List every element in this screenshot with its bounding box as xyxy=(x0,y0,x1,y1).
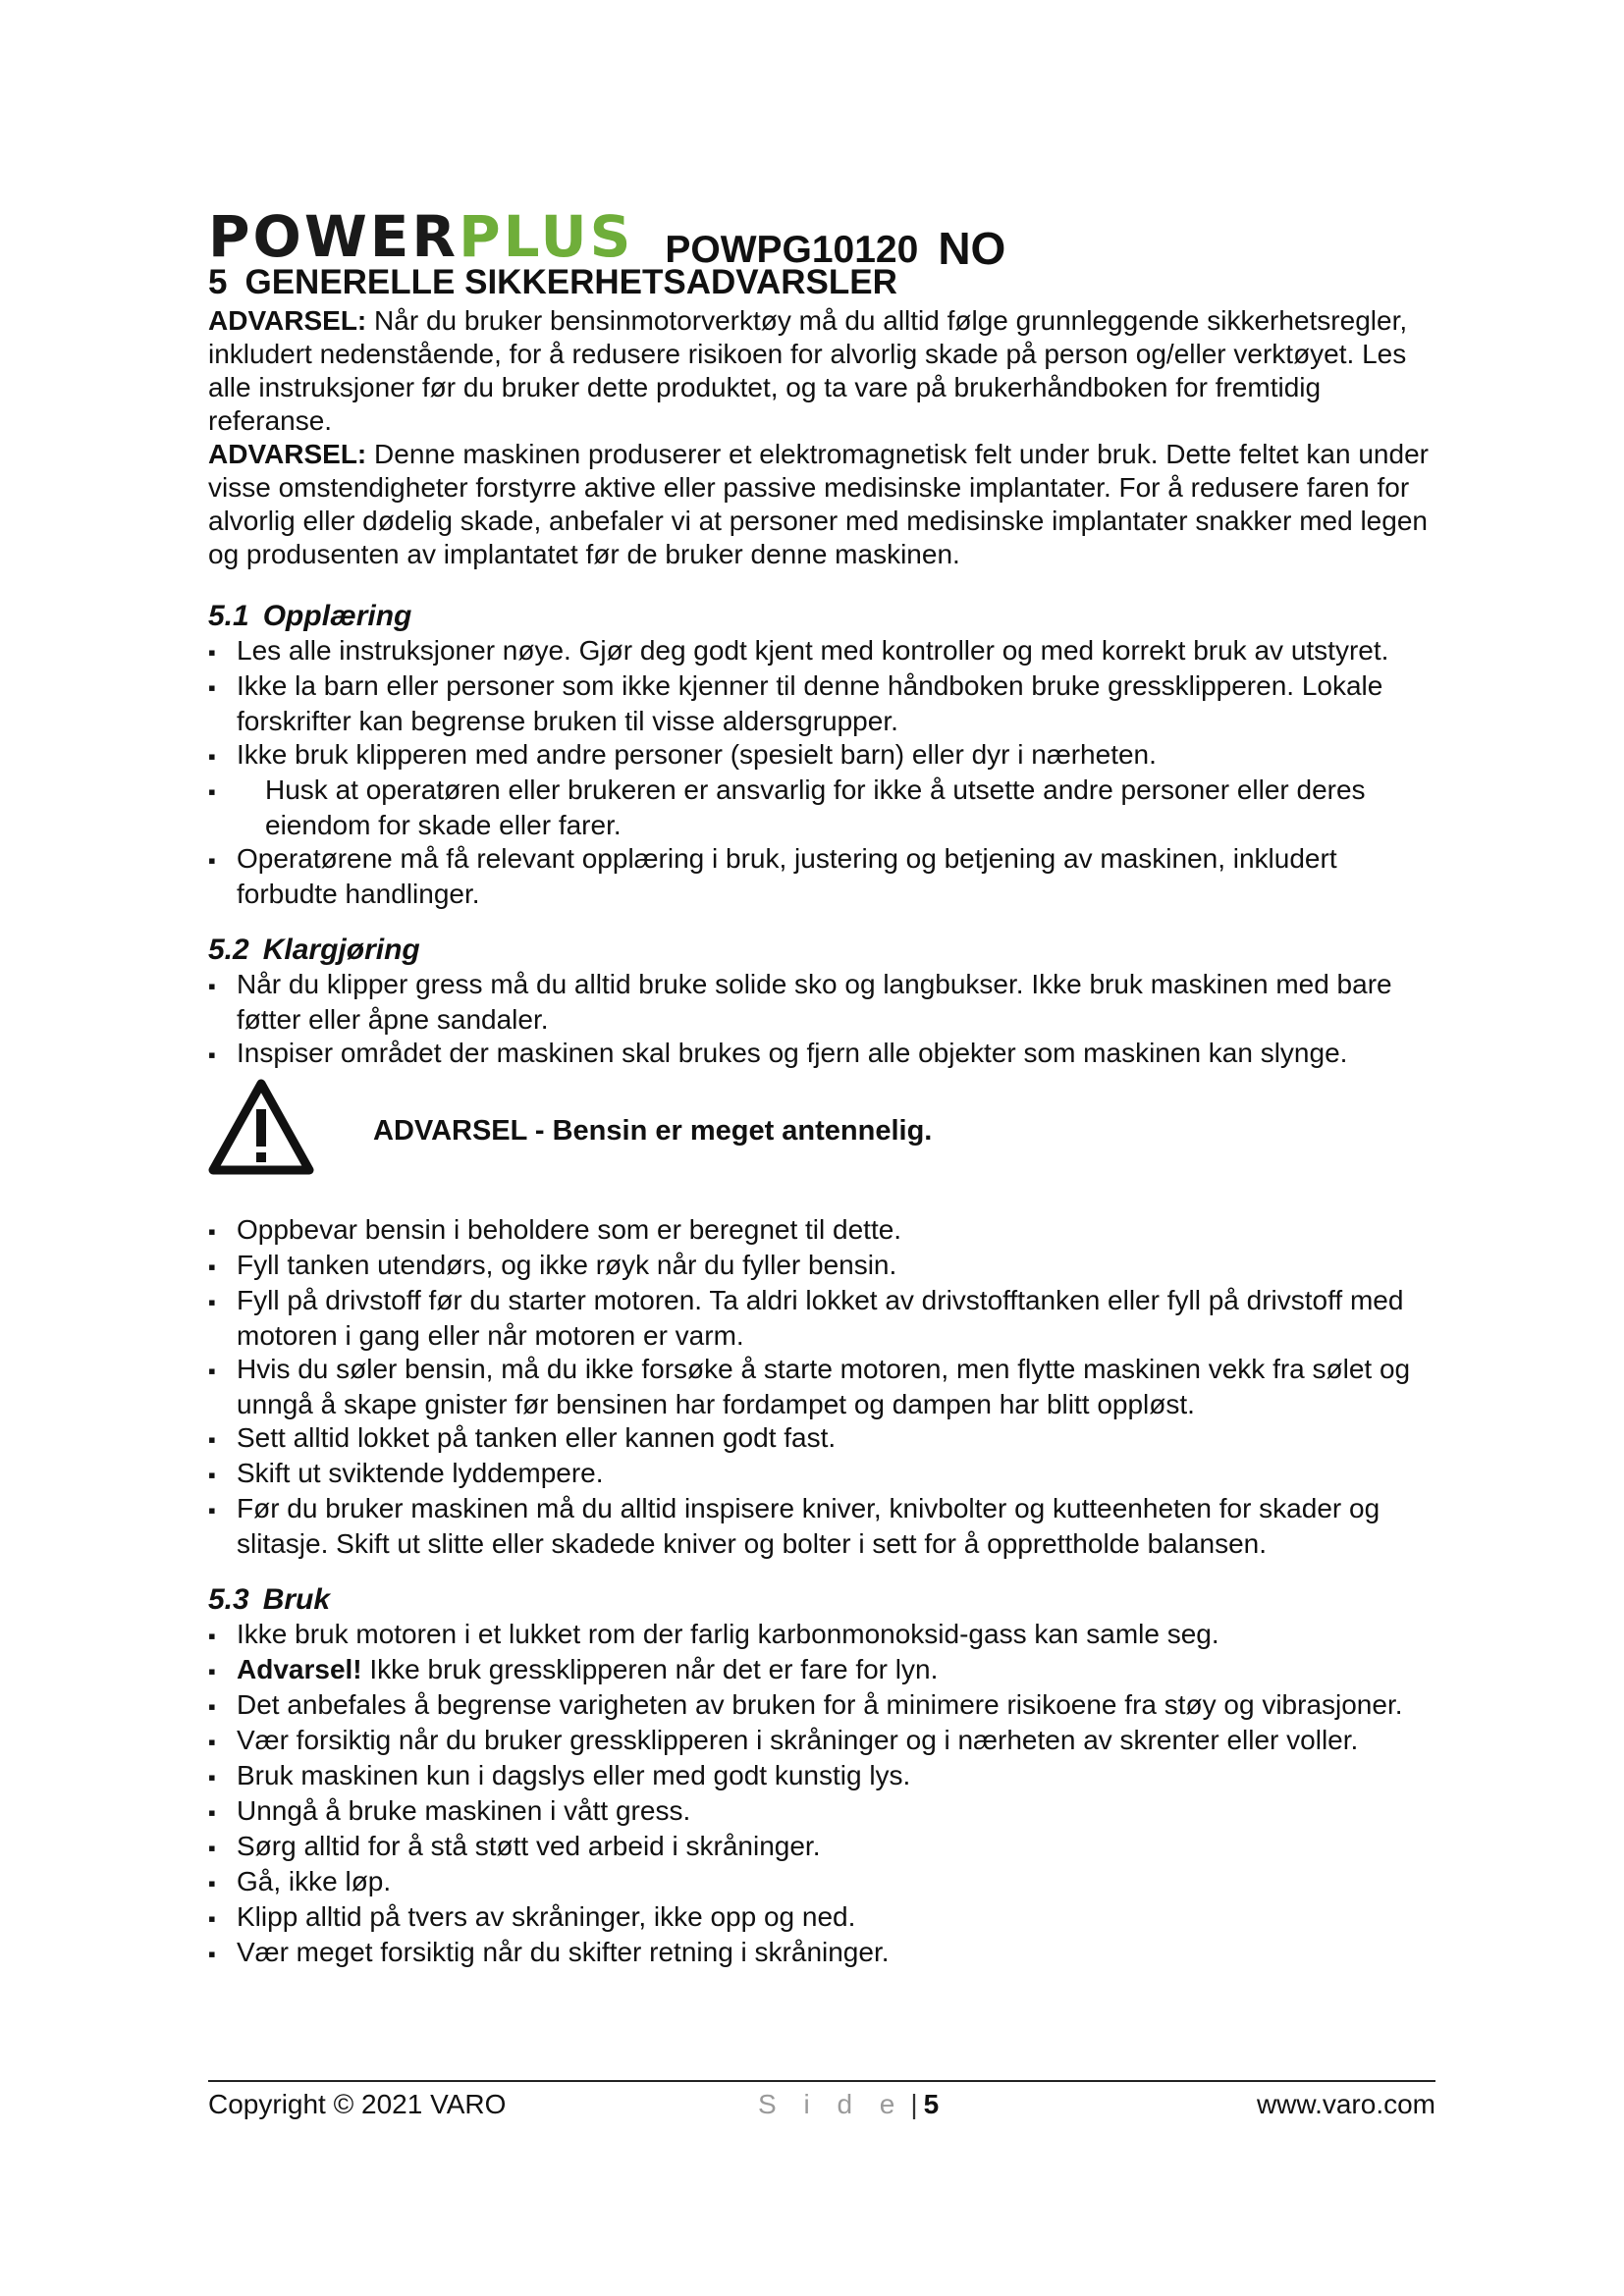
warning-label: ADVARSEL: xyxy=(208,439,367,469)
subsection-title: Bruk xyxy=(262,1583,331,1616)
bullet-icon: ▪ xyxy=(208,779,216,804)
list-item xyxy=(208,1492,1435,1561)
fuel-warning-text: ADVARSEL - Bensin er meget antennelig. xyxy=(373,1115,933,1147)
bullet-icon: ▪ xyxy=(208,1765,216,1789)
bullet-icon: ▪ xyxy=(208,1359,216,1383)
bullet-icon: ▪ xyxy=(208,1463,216,1487)
list-item-text: Oppbevar bensin i beholdere som er beregnet til dette. xyxy=(237,1214,902,1245)
page-content xyxy=(208,263,1435,1971)
list-item-text: Når du klipper gress må du alltid bruke solide sko og langbukser. Ikke bruk maskinen med bare føtter eller åpne sandaler. xyxy=(237,969,1392,1035)
training-list xyxy=(208,634,1435,911)
bullet-icon: ▪ xyxy=(208,1498,216,1522)
list-item xyxy=(208,842,1435,911)
page-footer xyxy=(208,2087,1435,2122)
bullet-icon: ▪ xyxy=(208,848,216,873)
fuel-warning xyxy=(208,1076,1435,1178)
language-code: NO xyxy=(938,223,1006,274)
page-label: S i d e xyxy=(758,2089,905,2119)
list-item-text: Ikke bruk gressklipperen når det er fare for lyn. xyxy=(369,1654,939,1684)
bullet-icon: ▪ xyxy=(208,1800,216,1825)
website-link[interactable]: www.varo.com xyxy=(1256,2089,1435,2119)
list-item xyxy=(208,1284,1435,1353)
list-item xyxy=(208,774,1435,842)
list-item xyxy=(208,968,1435,1037)
page-separator: | xyxy=(910,2089,918,2119)
bullet-icon: ▪ xyxy=(208,1427,216,1452)
bullet-icon: ▪ xyxy=(208,744,216,769)
list-item xyxy=(208,1759,1435,1794)
warning-text: Denne maskinen produserer et elektromagnetisk felt under bruk. Dette feltet kan under visse omstendigheter forstyrre aktive eller passive medisinske implantater. For å redusere faren for alvorlig eller dødelig skade, anbefaler vi at personer med medisinske implantater snakker med legen og produsenten av implantatet før de bruker denne maskinen. xyxy=(208,439,1429,569)
list-item-text: Ikke bruk klipperen med andre personer (spesielt barn) eller dyr i nærheten. xyxy=(237,739,1157,770)
list-item xyxy=(208,1353,1435,1421)
logo-power: POWER xyxy=(208,203,460,270)
subsection-number: 5.1 xyxy=(208,600,249,632)
list-item xyxy=(208,1421,1435,1457)
bullet-icon: ▪ xyxy=(208,1290,216,1314)
subsection-title: Opplæring xyxy=(262,600,412,632)
subsection-number: 5.2 xyxy=(208,934,249,966)
list-item-text: Operatørene må få relevant opplæring i bruk, justering og betjening av maskinen, inkludert forbudte handlinger. xyxy=(237,843,1337,909)
bullet-icon: ▪ xyxy=(208,1836,216,1860)
bullet-icon: ▪ xyxy=(208,1694,216,1719)
list-item xyxy=(208,1865,1435,1900)
list-item xyxy=(208,1688,1435,1724)
list-item xyxy=(208,1830,1435,1865)
page-header xyxy=(208,196,1006,274)
subsection-heading-5-2 xyxy=(208,933,1435,968)
list-item xyxy=(208,1213,1435,1249)
subsection-title: Klargjøring xyxy=(262,934,420,966)
list-item-text: Sørg alltid for å stå støtt ved arbeid i skråninger. xyxy=(237,1831,821,1861)
lightning-warning-label: Advarsel! xyxy=(237,1654,362,1684)
preparation-list xyxy=(208,968,1435,1072)
bullet-icon: ▪ xyxy=(208,1624,216,1648)
list-item-text: Unngå å bruke maskinen i vått gress. xyxy=(237,1795,691,1826)
list-item-text: Les alle instruksjoner nøye. Gjør deg godt kjent med kontroller og med korrekt bruk av utstyret. xyxy=(237,635,1389,666)
fuel-list xyxy=(208,1213,1435,1561)
warning-text: Når du bruker bensinmotorverktøy må du alltid følge grunnleggende sikkerhetsregler, inkludert nedenstående, for å redusere risikoen for alvorlig skade på person og/eller verktøyet. Les alle instruksjoner før du bruker dette produktet, og ta vare på brukerhåndboken for fremtidig referanse. xyxy=(208,305,1408,436)
bullet-icon: ▪ xyxy=(208,1871,216,1896)
model-number: POWPG10120 xyxy=(665,229,919,271)
subsection-heading-5-1 xyxy=(208,599,1435,634)
list-item-text: Hvis du søler bensin, må du ikke forsøke å starte motoren, men flytte maskinen vekk fra sølet og unngå å skape gnister før bensinen har fordampet og dampen har blitt oppløst. xyxy=(237,1354,1411,1419)
page-number: 5 xyxy=(923,2089,940,2119)
subsection-heading-5-3 xyxy=(208,1582,1435,1618)
list-item-text: Det anbefales å begrense varigheten av bruken for å minimere risikoene fra støy og vibrasjoner. xyxy=(237,1689,1403,1720)
list-item-text: Vær forsiktig når du bruker gressklipperen i skråninger og i nærheten av skrenter eller voller. xyxy=(237,1725,1359,1755)
page-indicator xyxy=(758,2087,939,2122)
list-item xyxy=(208,669,1435,738)
list-item xyxy=(208,1724,1435,1759)
list-item xyxy=(208,1653,1435,1688)
list-item xyxy=(208,1794,1435,1830)
list-item xyxy=(208,738,1435,774)
warning-label: ADVARSEL: xyxy=(208,305,367,336)
bullet-icon: ▪ xyxy=(208,1255,216,1279)
list-item xyxy=(208,1618,1435,1653)
list-item xyxy=(208,1249,1435,1284)
list-item xyxy=(208,1900,1435,1936)
bullet-icon: ▪ xyxy=(208,1042,216,1067)
list-item-text: Vær meget forsiktig når du skifter retning i skråninger. xyxy=(237,1937,890,1967)
list-item-text: Ikke bruk motoren i et lukket rom der farlig karbonmonoksid-gass kan samle seg. xyxy=(237,1619,1219,1649)
section-number: 5 xyxy=(208,263,228,301)
list-item-text: Skift ut sviktende lyddempere. xyxy=(237,1458,604,1488)
list-item-text: Før du bruker maskinen må du alltid inspisere kniver, knivbolter og kutteenheten for skader og slitasje. Skift ut slitte eller skadede kniver og bolter i sett for å opprettholde balansen. xyxy=(237,1493,1380,1559)
bullet-icon: ▪ xyxy=(208,1219,216,1244)
section-heading xyxy=(208,263,1435,302)
list-item-text: Klipp alltid på tvers av skråninger, ikke opp og ned. xyxy=(237,1901,856,1932)
copyright-text: Copyright © 2021 VARO xyxy=(208,2089,507,2119)
bullet-icon: ▪ xyxy=(208,1659,216,1683)
list-item-text: Husk at operatøren eller brukeren er ansvarlig for ikke å utsette andre personer eller deres eiendom for skade eller farer. xyxy=(265,774,1366,840)
section-title: GENERELLE SIKKERHETSADVARSLER xyxy=(244,263,897,301)
list-item-text: Fyll tanken utendørs, og ikke røyk når du fyller bensin. xyxy=(237,1250,897,1280)
list-item-text: Gå, ikke løp. xyxy=(237,1866,392,1896)
powerplus-logo xyxy=(208,203,634,270)
list-item xyxy=(208,1457,1435,1492)
subsection-number: 5.3 xyxy=(208,1583,249,1616)
intro-warning-2 xyxy=(208,438,1435,571)
list-item xyxy=(208,634,1435,669)
bullet-icon: ▪ xyxy=(208,640,216,665)
list-item-text: Bruk maskinen kun i dagslys eller med godt kunstig lys. xyxy=(237,1760,911,1790)
bullet-icon: ▪ xyxy=(208,1906,216,1931)
list-item-text: Inspiser området der maskinen skal brukes og fjern alle objekter som maskinen kan slynge. xyxy=(237,1038,1348,1068)
usage-list xyxy=(208,1618,1435,1971)
intro-warning-1 xyxy=(208,304,1435,438)
bullet-icon: ▪ xyxy=(208,675,216,700)
list-item-text: Ikke la barn eller personer som ikke kjenner til denne håndboken bruke gressklipperen. Lokale forskrifter kan begrense bruken til visse aldersgrupper. xyxy=(237,670,1383,736)
warning-triangle-icon xyxy=(208,1078,314,1176)
bullet-icon: ▪ xyxy=(208,1730,216,1754)
logo-plus: PLUS xyxy=(459,203,634,270)
footer-divider xyxy=(208,2080,1435,2082)
bullet-icon: ▪ xyxy=(208,1942,216,1966)
list-item-text: Sett alltid lokket på tanken eller kannen godt fast. xyxy=(237,1422,837,1453)
list-item xyxy=(208,1936,1435,1971)
bullet-icon: ▪ xyxy=(208,974,216,998)
list-item xyxy=(208,1037,1435,1072)
list-item-text: Fyll på drivstoff før du starter motoren. Ta aldri lokket av drivstofftanken eller fyll på drivstoff med motoren i gang eller når motoren er varm. xyxy=(237,1285,1404,1351)
